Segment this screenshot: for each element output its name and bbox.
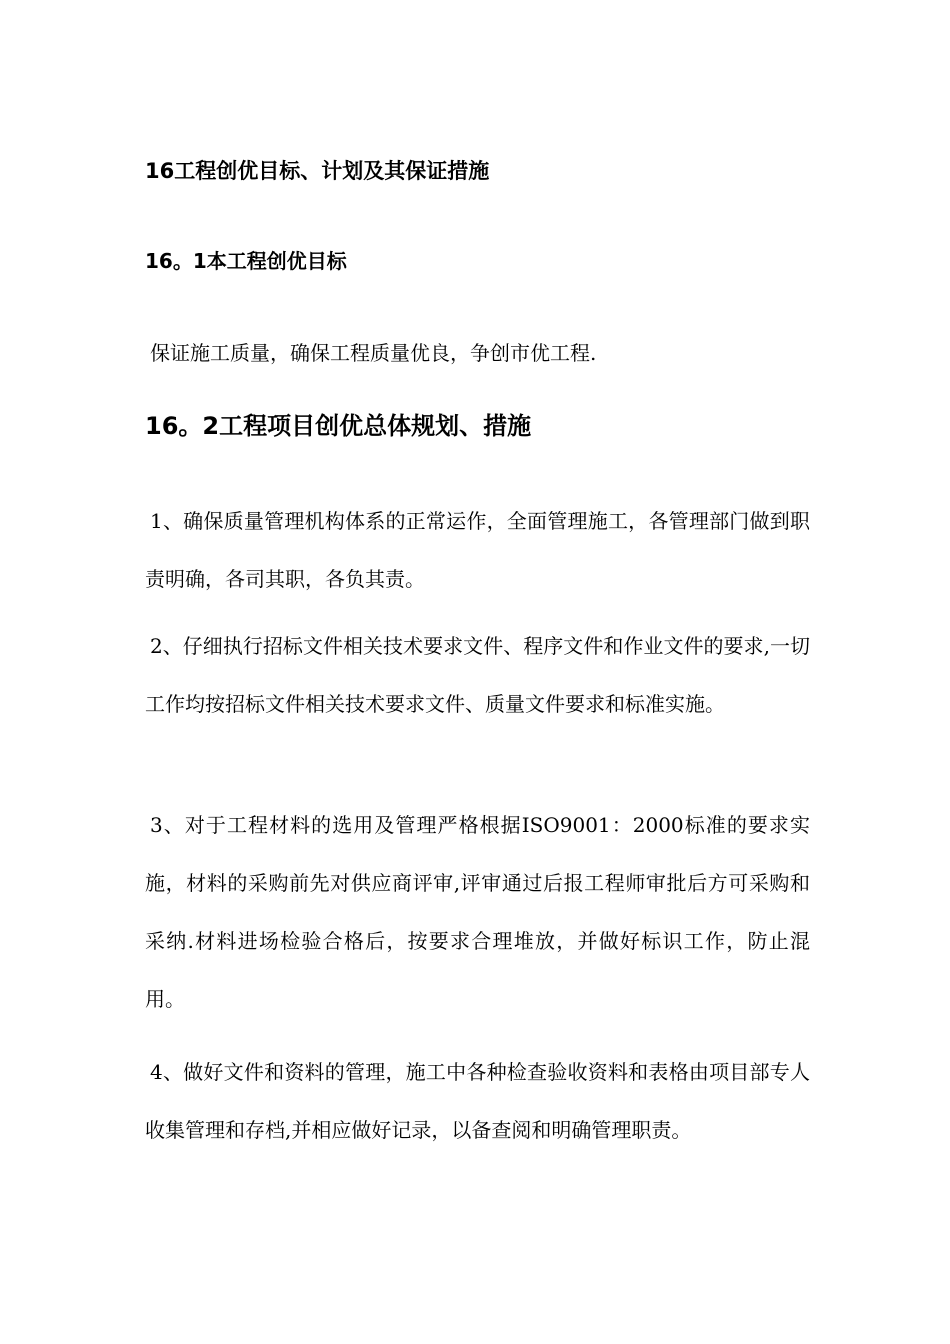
subsection-2-title: 16。2工程项目创优总体规划、措施	[145, 412, 532, 440]
list-item: 2、仔细执行招标文件相关技术要求文件、程序文件和作业文件的要求,一切工作均按招标文件相关技术要求文件、质量文件要求和标准实施。	[145, 634, 810, 716]
subsection-1-text: 保证施工质量，确保工程质量优良，争创市优工程.	[150, 341, 597, 365]
section-title: 16工程创优目标、计划及其保证措施	[145, 159, 490, 183]
list-item: 3、对于工程材料的选用及管理严格根据ISO9001：2000标准的要求实施，材料的采购前先对供应商评审,评审通过后报工程师审批后方可采购和采纳.材料进场检验合格后，按要求合理堆放，并做好标识工作，防止混用。	[145, 813, 810, 1011]
subsection-1-title: 16。1本工程创优目标	[145, 249, 347, 273]
list-item: 4、做好文件和资料的管理，施工中各种检查验收资料和表格由项目部专人收集管理和存档,并相应做好记录，以备查阅和明确管理职责。	[145, 1060, 810, 1142]
list-item: 1、确保质量管理机构体系的正常运作，全面管理施工，各管理部门做到职责明确，各司其职，各负其责。	[145, 509, 810, 591]
